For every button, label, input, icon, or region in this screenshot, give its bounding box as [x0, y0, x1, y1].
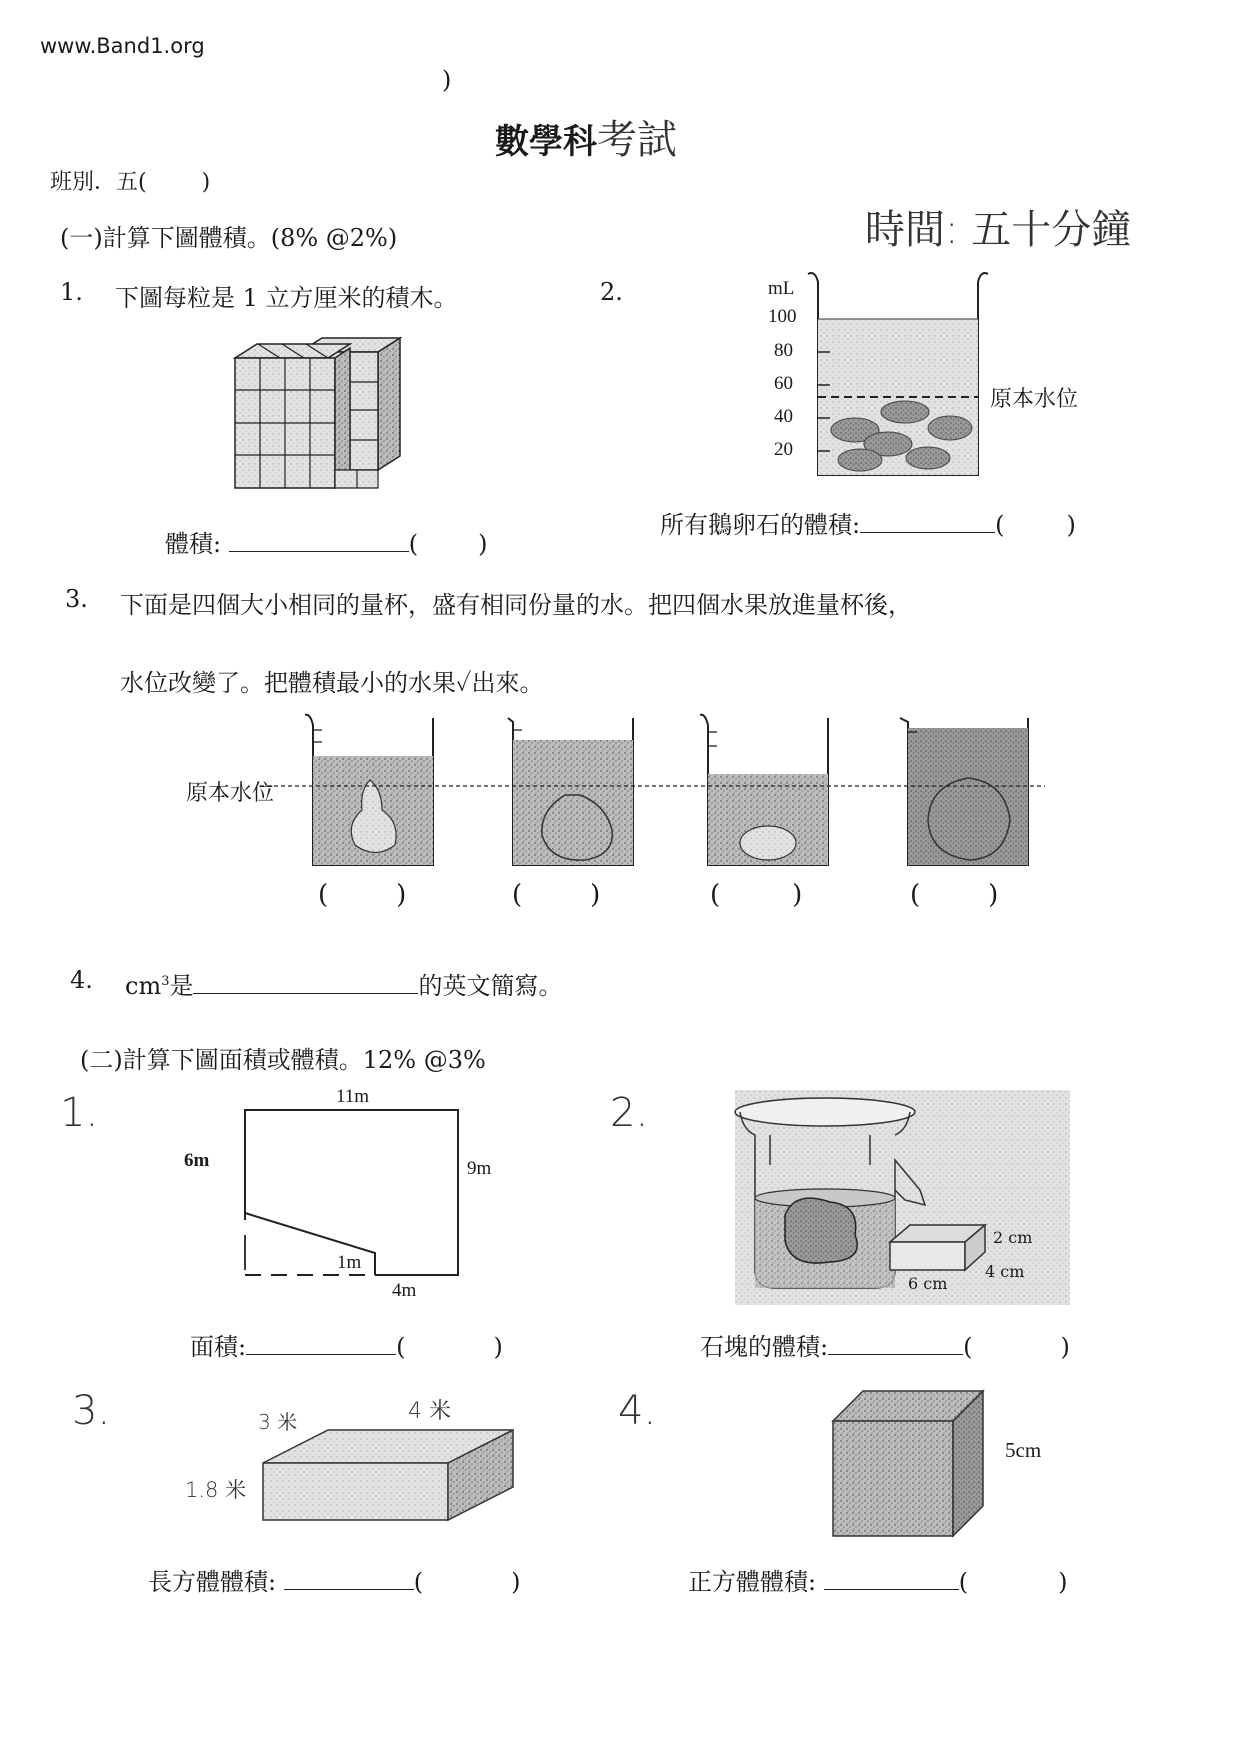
q2-tick-20: 20 [774, 439, 793, 460]
s2-q2-answer-label: 石塊的體積: [700, 1333, 829, 1361]
cup-2 [508, 718, 633, 865]
q2-tick-40: 40 [774, 406, 793, 427]
page-title [495, 108, 677, 165]
q2-beaker [760, 262, 1100, 482]
q3-water-marker: 原本水位 [186, 781, 275, 806]
q1-answer-blank[interactable] [229, 551, 409, 552]
s2-q3-number: 3. [72, 1388, 111, 1434]
s2-q1-paren-open: ( [396, 1333, 406, 1361]
s2-q1-answer-blank[interactable] [246, 1354, 396, 1355]
q4-unit-sup: 3 [161, 974, 170, 989]
q2-tick-60: 60 [774, 373, 793, 394]
s2-q1-inner: 1m [337, 1252, 362, 1273]
q1-answer-label: 體積: [165, 530, 222, 558]
q4-number: 4. [70, 966, 93, 994]
q2-answer-label: 所有鵝卵石的體積: [660, 511, 861, 539]
q4-suffix: 的英文簡寫。 [418, 972, 563, 1000]
s2-q4-paren-open: ( [958, 1568, 969, 1596]
section1-heading: (一)計算下圖體積。(8% @2%) [60, 224, 398, 252]
s2-q3-length: 4 米 [408, 1399, 451, 1424]
title-printed: 數學科 [495, 122, 597, 162]
q4-answer-blank[interactable] [193, 993, 418, 994]
q2-unit: mL [768, 278, 795, 299]
cup-1 [305, 715, 433, 865]
q4-line [125, 966, 562, 1001]
q2-paren-open: ( [995, 511, 1005, 539]
s2-q1-paren-close: ) [493, 1333, 503, 1361]
s2-q1-left: 6m [184, 1150, 210, 1171]
title-handwritten: 考試 [597, 117, 677, 163]
q3-line2: 水位改變了。把體積最小的水果✓出來。 [120, 669, 544, 697]
s2-q4-number: 4. [618, 1388, 657, 1434]
s2-q3-cuboid [258, 1425, 518, 1525]
class-field [50, 165, 210, 196]
s2-q2-dim-l: 6 cm [908, 1274, 948, 1293]
s2-q4-paren-close: ) [1058, 1568, 1068, 1596]
q2-number: 2. [600, 278, 623, 306]
q4-is: 是 [169, 972, 194, 1000]
stray-paren: ) [442, 66, 452, 94]
q2-answer-blank[interactable] [860, 532, 995, 533]
s2-q4-side: 5cm [1005, 1438, 1042, 1462]
s2-q3-answer [148, 1562, 520, 1597]
class-close: ) [201, 170, 211, 195]
s2-q4-answer-blank[interactable] [824, 1589, 959, 1590]
s2-q3-paren-close: ) [511, 1568, 521, 1596]
s2-q4-answer [688, 1562, 1067, 1597]
q2-water-marker: 原本水位 [990, 387, 1079, 412]
s2-q1-top: 11m [336, 1086, 370, 1107]
s2-q3-height: 1.8 米 [185, 1478, 247, 1502]
q3-choice-4[interactable]: ( ) [910, 880, 999, 910]
q3-number: 3. [65, 585, 88, 613]
s2-q1-bottom: 4m [392, 1280, 417, 1301]
s2-q4-cube [828, 1386, 988, 1541]
s2-q3-paren-open: ( [413, 1568, 424, 1596]
cup-3 [700, 715, 828, 865]
q2-tick-80: 80 [774, 340, 793, 361]
s2-q4-answer-label: 正方體體積: [688, 1568, 817, 1596]
q1-answer [165, 524, 487, 559]
s2-q1-answer [190, 1327, 503, 1362]
cup-4 [900, 718, 1028, 865]
q3-cups-figure [300, 710, 1060, 880]
s2-q3-answer-blank[interactable] [284, 1589, 414, 1590]
cube-stack-figure [230, 330, 440, 500]
s2-q2-dim-w: 4 cm [985, 1262, 1025, 1281]
s2-q2-answer [700, 1327, 1070, 1362]
s2-q2-paren-close: ) [1060, 1333, 1070, 1361]
s2-q2-answer-blank[interactable] [828, 1354, 963, 1355]
q2-answer [660, 505, 1076, 540]
s2-q1-number: 1. [60, 1090, 99, 1136]
s2-q3-answer-label: 長方體體積: [148, 1568, 277, 1596]
s2-q1-right: 9m [467, 1158, 492, 1179]
q3-choice-1[interactable]: ( ) [318, 880, 407, 910]
q3-choice-2[interactable]: ( ) [512, 880, 601, 910]
watermark[interactable]: www.Band1.org [40, 34, 205, 58]
q1-number: 1. [60, 278, 83, 306]
q1-paren-open: ( [408, 530, 419, 558]
s2-q2-number: 2. [610, 1090, 649, 1136]
q2-tick-100: 100 [768, 306, 797, 327]
s2-q3-width: 3 米 [258, 1410, 298, 1434]
class-label: 班別．五( [50, 170, 147, 195]
q1-paren-close: ) [478, 530, 488, 558]
s2-q2-dim-h: 2 cm [993, 1228, 1033, 1247]
s2-q2-paren-open: ( [963, 1333, 973, 1361]
time-note: 時間: 五十分鐘 [865, 207, 1132, 253]
q3-choice-3[interactable]: ( ) [710, 880, 803, 910]
s2-q1-answer-label: 面積: [190, 1333, 247, 1361]
q4-unit: cm [125, 972, 162, 1000]
q1-text: 下圖每粒是 1 立方厘米的積木。 [115, 284, 458, 312]
q2-paren-close: ) [1066, 511, 1076, 539]
section2-heading: (二)計算下圖面積或體積。12% @3% [80, 1046, 486, 1074]
q3-line1: 下面是四個大小相同的量杯，盛有相同份量的水。把四個水果放進量杯後， [120, 591, 912, 619]
